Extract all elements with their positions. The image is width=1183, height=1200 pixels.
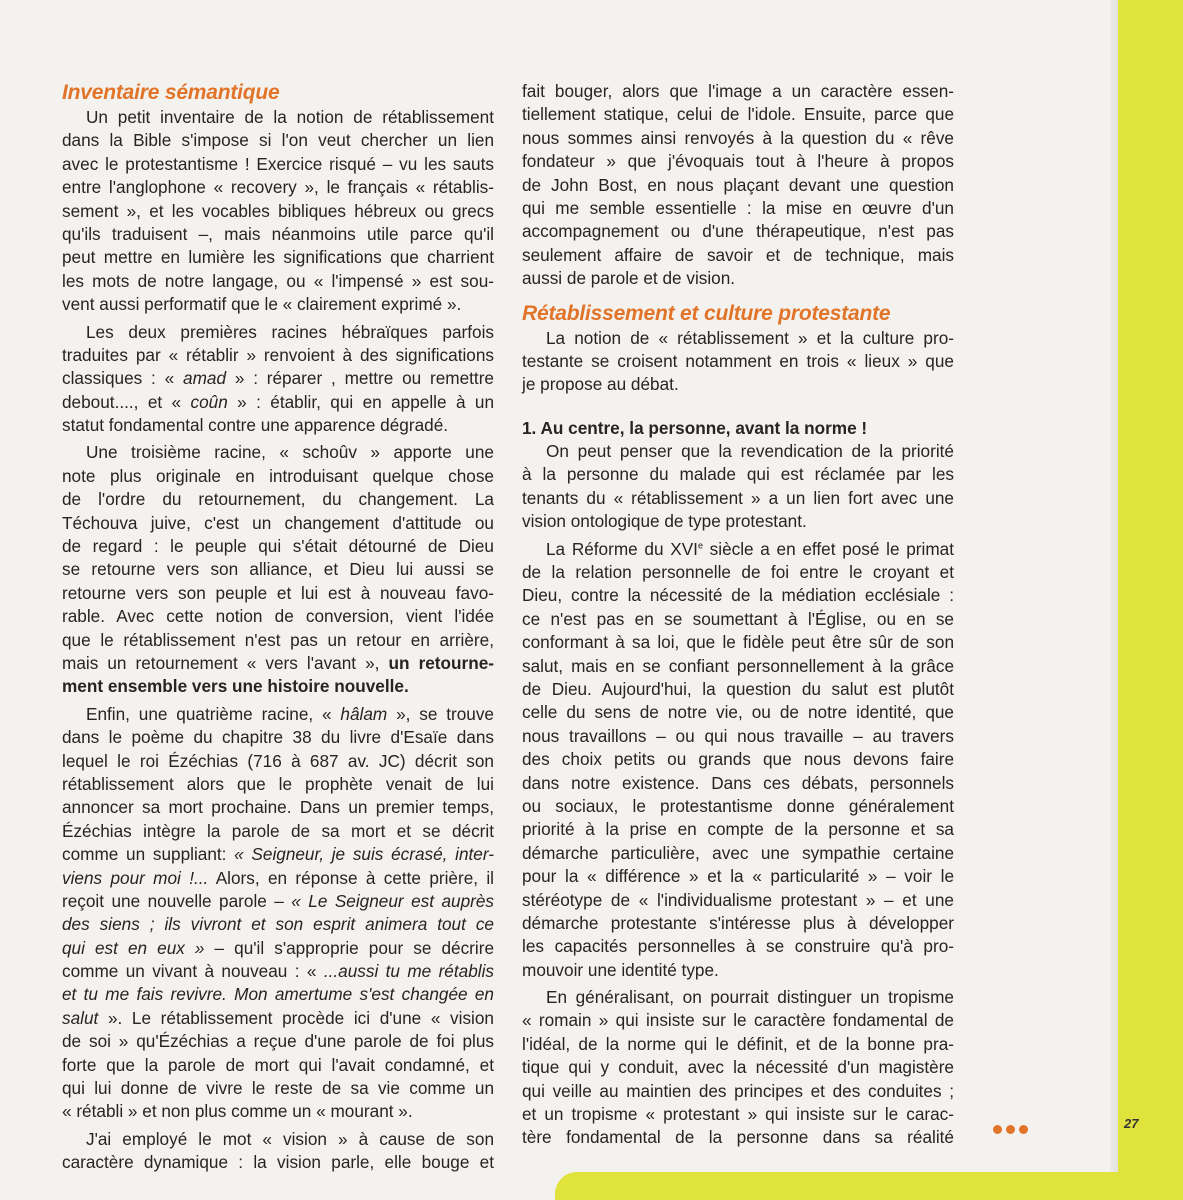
text-line: l'idéal, de la norme qui le définit, et de la bonne pra- <box>522 1033 954 1054</box>
text-line: Une troisième racine, « schoûv » apporte une <box>86 442 494 463</box>
text-line: traduites par « rétablir » renvoient à des significations <box>62 344 494 365</box>
text-line: celle du sens de notre vie, ou de notre identité, que <box>522 702 954 723</box>
text-line: annoncer sa mort prochaine. Dans un premier temps, <box>62 797 494 818</box>
text-line-bold: ment ensemble vers une histoire nouvelle. <box>62 676 409 697</box>
text-run-italic: coûn <box>190 391 228 412</box>
text-line: dans le poème du chapitre 38 du livre d'Esaïe dans <box>62 727 494 748</box>
text-run: » : réparer , mettre ou remettre <box>234 368 494 389</box>
text-line <box>62 367 494 390</box>
text-line: statut fondamental contre une apparence dégradé. <box>62 415 449 436</box>
text-line: de l'ordre du retournement, du changement. La <box>62 489 494 510</box>
text-line <box>62 843 494 866</box>
text-line: mouvoir une identité type. <box>522 959 719 980</box>
text-run: – qu'il s'approprie pour se décrire <box>214 937 494 958</box>
text-run: reçoit une nouvelle parole – <box>62 890 284 911</box>
text-line: Les deux premières racines hébraïques parfois <box>86 321 494 342</box>
text-line: de regard : le peuple qui s'était détourné de Dieu <box>62 536 494 557</box>
left-column <box>62 80 494 1175</box>
text-line: testante se croisent notamment en trois « lieux » que <box>522 350 954 371</box>
text-line <box>62 1007 494 1030</box>
text-line: entre l'anglophone « recovery », le français « rétablis- <box>62 177 494 198</box>
text-line <box>522 538 954 561</box>
text-line: qu'ils traduisent –, mais néanmoins utile parce qu'il <box>62 223 494 244</box>
text-line: je propose au débat. <box>522 374 679 395</box>
text-line: « rétabli » et non plus comme un « mourant ». <box>62 1101 413 1122</box>
text-line: des choix petits ou grands que nous devons faire <box>522 749 954 770</box>
text-line: tique qui y conduit, avec la nécessité d'un magistère <box>522 1057 954 1078</box>
text-line: vision ontologique de type protestant. <box>522 511 807 532</box>
text-run-italic: viens pour moi !... <box>62 867 209 888</box>
text-line: tiellement statique, celui de l'idole. Ensuite, parce que <box>522 104 954 125</box>
text-line: conformant à sa loi, que le fidèle peut être sûr de son <box>522 632 954 653</box>
text-line: caractère dynamique : la vision parle, elle bouge et <box>62 1152 494 1173</box>
text-line: vent aussi performatif que le « clairement exprimé ». <box>62 294 462 315</box>
text-line: La notion de « rétablissement » et la culture pro- <box>546 327 954 348</box>
text-line: dans la Bible s'impose si l'on veut chercher un lien <box>62 130 494 151</box>
text-line: les mots de notre langage, ou « l'impensé » est sou- <box>62 270 494 291</box>
text-line: ou sociaux, le protestantisme donne généralement <box>522 795 954 816</box>
dot-icon <box>1006 1125 1015 1134</box>
text-line: de la relation personnelle de foi entre le croyant et <box>522 562 954 583</box>
text-line: Ézéchias intègre la parole de sa mort et se décrit <box>62 820 494 841</box>
text-line: les capacités personnelles à se construire qu'à pro- <box>522 936 954 957</box>
dot-icon <box>1019 1125 1028 1134</box>
text-line-italic: des siens ; ils vivront et son esprit animera tout ce <box>62 914 494 935</box>
text-line: note plus originale en introduisant quelque chose <box>62 465 494 486</box>
text-line: Téchouva juive, c'est un changement d'attitude ou <box>62 512 494 533</box>
text-line <box>62 867 494 890</box>
text-run: comme un suppliant: <box>62 844 227 865</box>
text-line: à la personne du malade qui est réclamée par les <box>522 464 954 485</box>
text-line: se retourne vers son alliance, et Dieu lui aussi se <box>62 559 494 580</box>
text-line: avec le protestantisme ! Exercice risqué – vu les sauts <box>62 153 494 174</box>
text-line: lequel le roi Ézéchias (716 à 687 av. JC) décrit son <box>62 750 494 771</box>
text-line: rable. Avec cette notion de conversion, vient l'idée <box>62 606 494 627</box>
text-run: », se trouve <box>396 703 494 724</box>
dot-icon <box>993 1125 1002 1134</box>
text-line: ce n'est pas en se soumettant à l'Église, ou en se <box>522 608 954 629</box>
text-line: retourne vers son peuple et lui est à nouveau favo- <box>62 582 494 603</box>
text-line: qui lui donne de vivre le reste de sa vie comme un <box>62 1078 494 1099</box>
section-heading-retablissement: Rétablissement et culture protestante <box>522 301 891 325</box>
text-line <box>62 391 494 414</box>
text-line: de soi » qu'Ézéchias a reçue d'une parole de foi plus <box>62 1031 494 1052</box>
text-line: Dieu, contre la nécessité de la médiation ecclésiale : <box>522 585 954 606</box>
text-run: comme un vivant à nouveau : « <box>62 961 317 982</box>
section-heading-inventaire: Inventaire sémantique <box>62 81 280 104</box>
text-line: démarche protestante s'intéresse plus à développer <box>522 912 954 933</box>
text-line: salut, mais en se confiant personnellement à la grâce <box>522 655 954 676</box>
text-line: fait bouger, alors que l'image a un caractère essen- <box>522 81 954 101</box>
text-run-italic: « Le Seigneur est auprès <box>291 890 494 911</box>
text-line: dans notre existence. Dans ces débats, personnels <box>522 772 954 793</box>
text-line: J'ai employé le mot « vision » à cause de son <box>86 1128 494 1149</box>
text-line: On peut penser que la revendication de la priorité <box>546 441 954 462</box>
text-run-italic: qui est en eux » <box>62 937 205 958</box>
text-run-italic: amad <box>183 368 227 389</box>
text-line: fondateur » que j'évoquais tout à l'heure à propos <box>522 151 954 172</box>
text-run: Alors, en réponse à cette prière, il <box>215 867 495 888</box>
text-line: nous travaillons – ou qui nous travaille – au travers <box>522 725 954 746</box>
section-gap <box>522 291 954 301</box>
text-run: siècle a en effet posé le primat <box>702 538 954 559</box>
text-run: mais un retournement « vers l'avant », <box>62 652 380 673</box>
text-run-italic: « Seigneur, je suis écrasé, inter- <box>234 844 494 865</box>
text-run: debout...., et « <box>62 391 182 412</box>
text-line: Un petit inventaire de la notion de rétablissement <box>86 107 494 127</box>
text-line <box>62 937 494 960</box>
text-line: de Dieu. Aujourd'hui, la question du salut est plutôt <box>522 678 954 699</box>
text-line: En généralisant, on pourrait distinguer un tropisme <box>546 987 954 1008</box>
text-run-bold: un retourne- <box>388 652 495 673</box>
text-line: que le rétablissement n'est pas un retour en arrière, <box>62 629 494 650</box>
text-run: Enfin, une quatrième racine, « <box>86 703 332 724</box>
text-line: tère fondamental de la personne dans sa réalité <box>522 1127 954 1148</box>
text-line: nous sommes ainsi renvoyés à la question du « rêve <box>522 127 954 148</box>
text-line: rétablissement alors que le prophète venait de lui <box>62 773 494 794</box>
section-gap <box>522 397 954 407</box>
text-line: seulement affaire de savoir et de technique, mais <box>522 244 954 265</box>
text-line: aussi de parole et de vision. <box>522 268 736 289</box>
text-line: stéréotype de « l'individualisme protestant » – et une <box>522 889 954 910</box>
text-line: tenants du « rétablissement » a un lien fort avec une <box>522 487 954 508</box>
section-gap <box>522 407 954 417</box>
text-line-italic: et tu me fais revivre. Mon amertume s'est changée en <box>62 984 494 1005</box>
text-run-italic: ...aussi tu me rétablis <box>323 961 494 982</box>
text-line: démarche particulière, avec une sympathie certaine <box>522 842 954 863</box>
text-run: La Réforme du XVI <box>546 538 698 559</box>
text-line: pour la « différence » et la « particularité » – voir le <box>522 866 954 887</box>
text-run-italic: salut <box>62 1007 99 1028</box>
text-run: » : établir, qui en appelle à un <box>237 391 494 412</box>
text-line: accompagnement ou d'une thérapeutique, n'est pas <box>522 221 954 242</box>
page-number: 27 <box>1124 1116 1139 1131</box>
right-column <box>522 80 954 1150</box>
text-line <box>62 703 494 726</box>
text-run-italic: hâlam <box>340 703 388 724</box>
text-line: « romain » qui insiste sur le caractère fondamental de <box>522 1010 954 1031</box>
text-line: qui veille au maintien des principes et des conduites ; <box>522 1080 954 1101</box>
text-line: qui me semble essentielle : la mise en œuvre d'un <box>522 197 954 218</box>
superscript: e <box>697 539 703 550</box>
text-line <box>62 652 494 675</box>
text-line: et un tropisme « protestant » qui insiste sur le carac- <box>522 1104 954 1125</box>
yellow-bottom-band <box>555 1172 1183 1200</box>
yellow-margin-band <box>1118 0 1183 1200</box>
text-run: classiques : « <box>62 368 175 389</box>
text-line: de John Bost, en nous plaçant devant une question <box>522 174 954 195</box>
text-line <box>62 890 494 913</box>
subheading-personne: 1. Au centre, la personne, avant la norme ! <box>522 417 868 438</box>
text-line: priorité à la prise en compte de la personne et sa <box>522 819 954 840</box>
text-run: ». Le rétablissement procède ici d'une « vision <box>107 1007 494 1028</box>
text-line: forte que la parole de mort qui l'avait condamné, et <box>62 1054 494 1075</box>
continuation-dots-icon <box>993 1125 1028 1134</box>
text-line: peut mettre en lumière les significations que charrient <box>62 247 494 268</box>
text-line: sement », et les vocables bibliques hébreux ou grecs <box>62 200 494 221</box>
text-line <box>62 960 494 983</box>
